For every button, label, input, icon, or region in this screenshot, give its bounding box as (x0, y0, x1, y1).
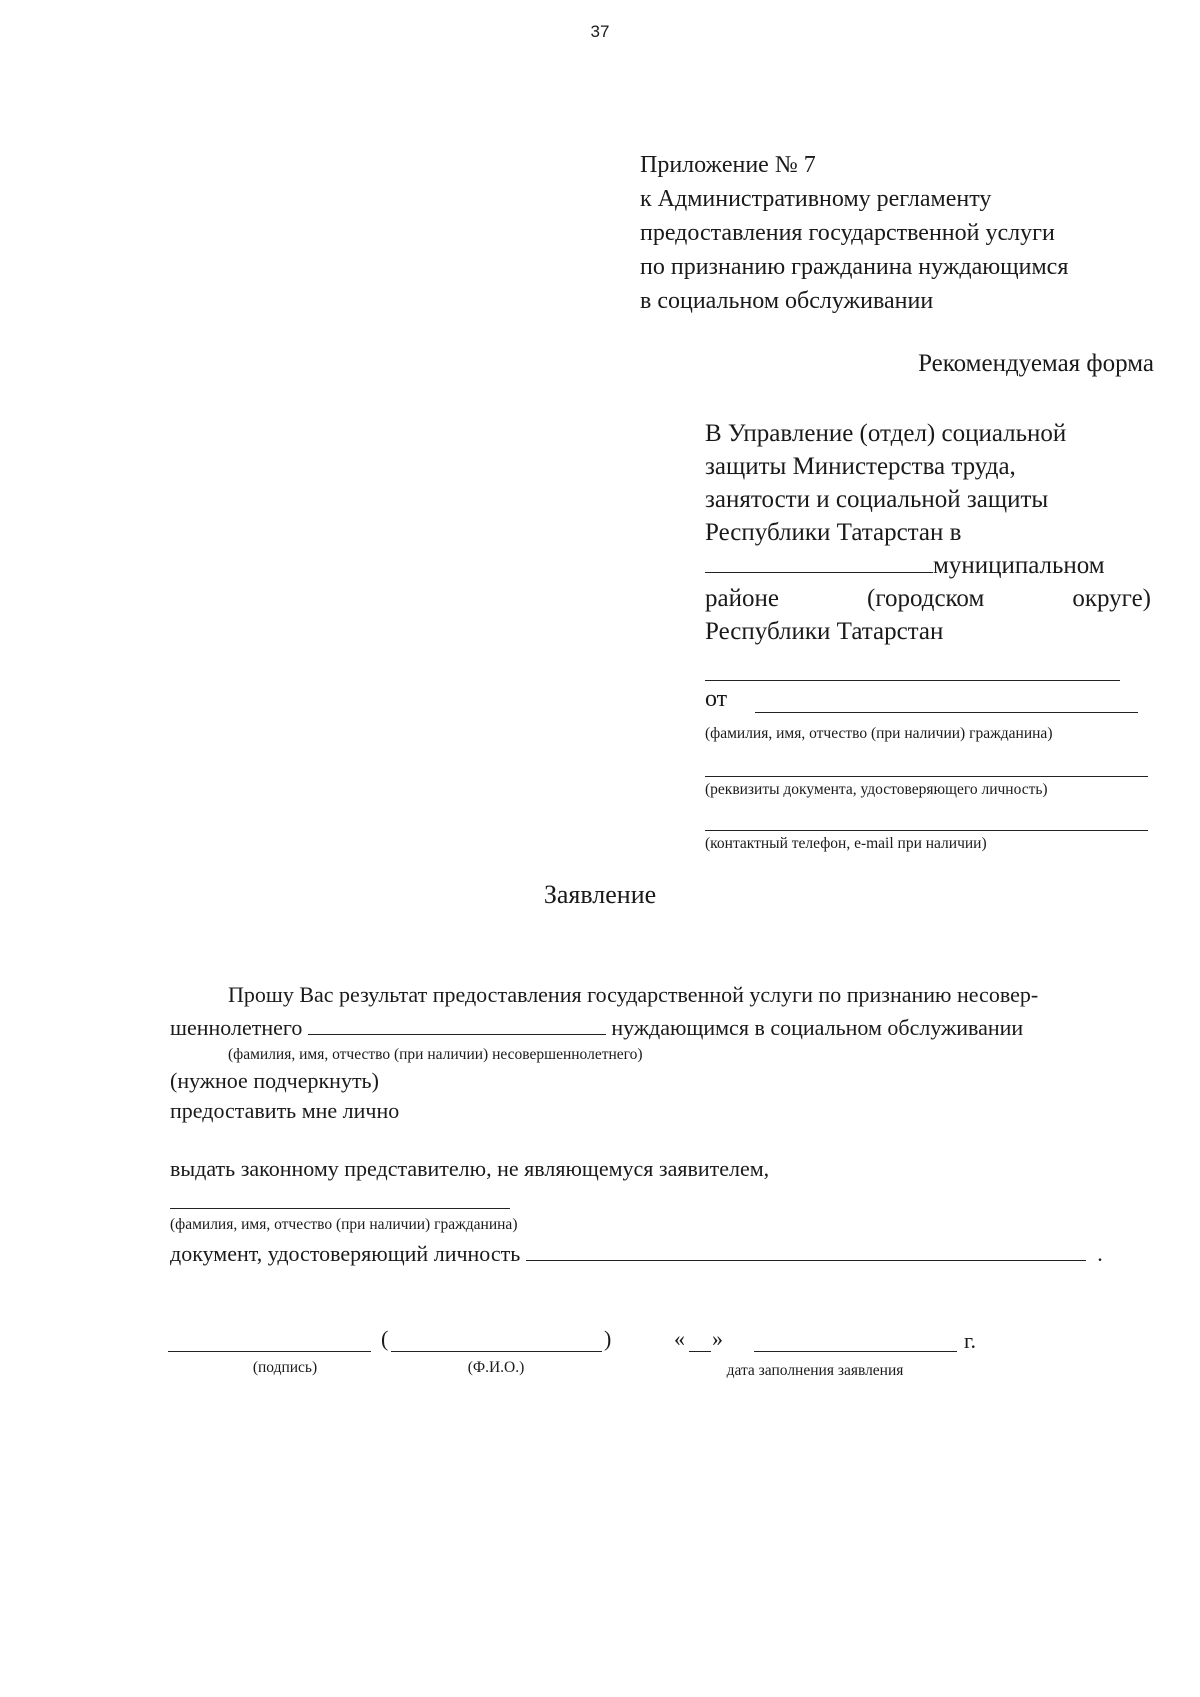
contact-blank[interactable] (705, 830, 1148, 831)
identity-doc-line (170, 1240, 1103, 1267)
document-title: Заявление (543, 880, 657, 909)
from-label: от (705, 686, 728, 712)
representative-name-blank[interactable] (170, 1208, 510, 1209)
district-word: районе (705, 585, 779, 612)
caption-contact: (контактный телефон, e-mail при наличии) (705, 835, 987, 852)
identity-document-blank[interactable] (705, 776, 1148, 777)
minor-name-blank[interactable] (308, 1014, 606, 1035)
form-label: Рекомендуемая форма (918, 350, 1154, 377)
addressee-extra-blank[interactable] (705, 680, 1120, 681)
municipality-line (705, 549, 1151, 582)
needy-phrase: нуждающимся в социальном обслуживании (611, 1015, 1024, 1040)
fio-blank[interactable] (391, 1351, 602, 1352)
page-number: 37 (590, 22, 610, 41)
addressee-block (705, 417, 1151, 648)
request-paragraph-line2 (170, 1014, 1023, 1041)
addressee-line: защиты Министерства труда, (705, 453, 1016, 480)
appendix-line: Приложение № 7 (640, 152, 816, 178)
addressee-line: В Управление (отдел) социальной (705, 420, 1067, 447)
year-suffix: г. (964, 1328, 977, 1353)
addressee-line: Республики Татарстан в (705, 519, 962, 546)
caption-fio: (Ф.И.О.) (467, 1359, 525, 1376)
appendix-line: предоставления государственной услуги (640, 220, 1055, 246)
identity-doc-blank[interactable] (526, 1240, 1086, 1261)
option-personal[interactable]: предоставить мне лично (170, 1098, 400, 1123)
city-word: (городском (867, 585, 985, 612)
applicant-name-blank[interactable] (755, 712, 1138, 713)
addressee-line: занятости и социальной защиты (705, 486, 1049, 513)
appendix-line: по признанию гражданина нуждающимся (640, 254, 1069, 280)
option-representative[interactable]: выдать законному представителю, не являющемуся заявителем, (170, 1156, 770, 1181)
okrug-word: округе) (1072, 585, 1151, 612)
request-paragraph-line1: Прошу Вас результат предоставления государственной услуги по признанию несовер- (228, 982, 1039, 1007)
municipality-blank[interactable] (705, 550, 933, 573)
caption-minor-name: (фамилия, имя, отчество (при наличии) несовершеннолетнего) (228, 1046, 643, 1063)
caption-applicant-name: (фамилия, имя, отчество (при наличии) гражданина) (705, 725, 1053, 742)
month-year-blank[interactable] (754, 1351, 957, 1352)
underline-note: (нужное подчеркнуть) (170, 1068, 379, 1093)
caption-identity-document: (реквизиты документа, удостоверяющего личность) (705, 781, 1048, 798)
date-close-quote: » (712, 1326, 723, 1351)
addressee-line: Республики Татарстан (705, 618, 944, 645)
caption-representative-name: (фамилия, имя, отчество (при наличии) гражданина) (170, 1216, 518, 1233)
municipality-label: муниципальном (933, 552, 1105, 579)
appendix-line: к Административному регламенту (640, 186, 992, 212)
caption-signature: (подпись) (252, 1359, 318, 1376)
fio-open-paren: ( (381, 1326, 389, 1351)
district-line (705, 582, 1151, 615)
date-open-quote: « (674, 1326, 685, 1351)
signature-blank[interactable] (168, 1351, 371, 1352)
identity-doc-label: документ, удостоверяющий личность (170, 1241, 521, 1266)
identity-doc-period: . (1097, 1241, 1103, 1266)
fio-close-paren: ) (604, 1326, 612, 1351)
appendix-line: в социальном обслуживании (640, 288, 934, 314)
minor-word: шеннолетнего (170, 1015, 303, 1040)
day-blank[interactable] (689, 1351, 711, 1352)
appendix-header (640, 148, 1068, 318)
caption-date: дата заполнения заявления (726, 1362, 904, 1379)
